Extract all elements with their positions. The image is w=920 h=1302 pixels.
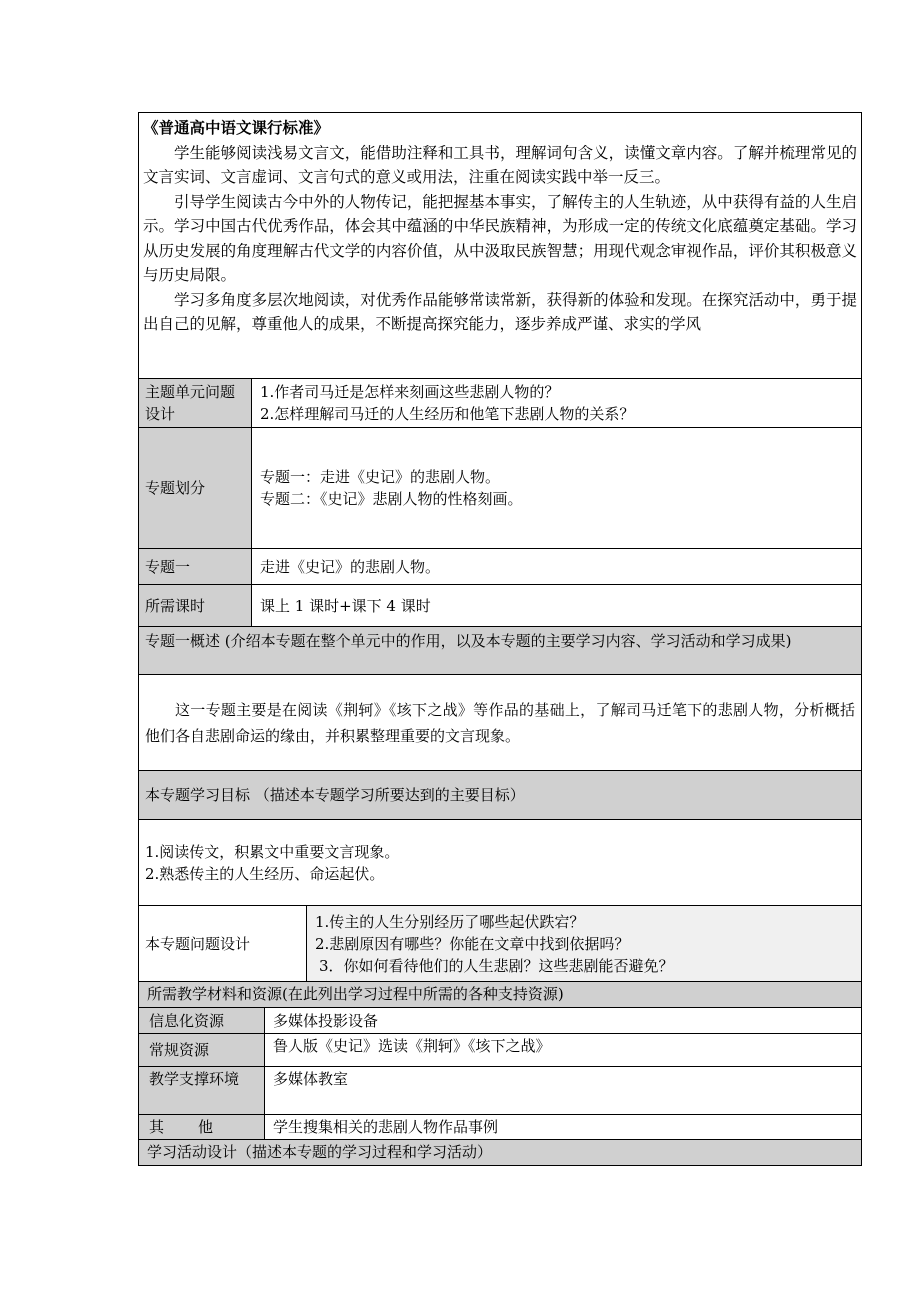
resource-row — [138, 1067, 862, 1115]
problem-item: 3．你如何看待他们的人生悲剧？这些悲剧能否避免？ — [319, 956, 674, 975]
unit-questions-value — [252, 379, 861, 427]
lesson-plan-table — [138, 112, 862, 1166]
resource-label-text: 其 他 — [149, 1118, 213, 1136]
curriculum-standard-cell — [139, 113, 861, 378]
problems-row — [138, 906, 862, 982]
problem-item: 2.悲剧原因有哪些？你能在文章中找到依据吗？ — [315, 934, 630, 953]
overview-header: 专题一概述 (介绍本专题在整个单元中的作用，以及本专题的主要学习内容、学习活动和学习成果) — [145, 632, 792, 650]
activity-header: 学习活动设计（描述本专题的学习过程和学习活动） — [147, 1143, 493, 1161]
resources-header: 所需教学材料和资源(在此列出学习过程中所需的各种支持资源) — [147, 985, 564, 1003]
topic1-label: 专题一 — [139, 549, 252, 584]
topic1-row — [138, 549, 862, 585]
unit-question-item: 1.作者司马迁是怎样来刻画这些悲剧人物的？ — [260, 383, 560, 401]
overview-body: 这一专题主要是在阅读《荆轲》《垓下之战》等作品的基础上，了解司马迁笔下的悲剧人物，分析概括他们各自悲剧命运的缘由，并积累整理重要的文言现象。 — [145, 700, 855, 745]
resource-value: 多媒体教室 — [273, 1070, 349, 1088]
resource-label — [139, 1067, 265, 1114]
overview-body-row — [138, 675, 862, 771]
goal-item: 2.熟悉传主的人生经历、命运起伏。 — [145, 864, 385, 883]
hours-value: 课上 1 课时+课下 4 课时 — [260, 596, 431, 615]
problem-item: 1.传主的人生分别经历了哪些起伏跌宕？ — [315, 912, 585, 931]
topics-label: 专题划分 — [139, 428, 252, 548]
goals-body-row — [138, 820, 862, 906]
problems-value — [307, 906, 861, 981]
activity-header-row — [138, 1140, 862, 1166]
topics-row — [138, 428, 862, 549]
resource-value: 多媒体投影设备 — [273, 1011, 379, 1030]
topics-value — [252, 428, 861, 548]
topic-item: 专题二：《史记》悲剧人物的性格刻画。 — [260, 490, 523, 508]
resource-row — [138, 1008, 862, 1034]
unit-questions-row — [138, 379, 862, 428]
curriculum-standard-row — [138, 112, 862, 379]
standard-paragraph: 学生能够阅读浅易文言文，能借助注释和工具书，理解词句含义，读懂文章内容。了解并梳理常见的文言实词、文言虚词、文言句式的意义或用法，注重在阅读实践中举一反三。 — [143, 143, 857, 186]
resource-row — [138, 1034, 862, 1067]
overview-header-row — [138, 627, 862, 675]
hours-label: 所需课时 — [139, 585, 252, 626]
resource-value: 鲁人版《史记》选读《荆轲》《垓下之战》 — [273, 1037, 551, 1055]
topic-item: 专题一：走进《史记》的悲剧人物。 — [260, 468, 501, 486]
resource-value: 学生搜集相关的悲剧人物作品事例 — [273, 1118, 499, 1136]
standard-paragraph: 学习多角度多层次地阅读，对优秀作品能够常读常新，获得新的体验和发现。在探究活动中，勇于提出自己的见解，尊重他人的成果，不断提高探究能力，逐步养成严谨、求实的学风 — [143, 290, 857, 333]
resource-label: 常规资源 — [139, 1034, 265, 1066]
goals-header-row — [138, 771, 862, 820]
unit-questions-label: 主题单元问题设计 — [139, 379, 252, 427]
resources-header-row — [138, 982, 862, 1008]
topic1-value: 走进《史记》的悲剧人物。 — [260, 557, 441, 576]
resource-label: 信息化资源 — [139, 1008, 265, 1033]
hours-row — [138, 585, 862, 627]
resource-label-text: 教学支撑环境 — [149, 1070, 240, 1088]
unit-question-item: 2.怎样理解司马迁的人生经历和他笔下悲剧人物的关系？ — [260, 405, 635, 423]
goals-body — [139, 820, 861, 905]
goal-item: 1.阅读传文，积累文中重要文言现象。 — [145, 842, 400, 861]
resource-label — [139, 1115, 265, 1139]
overview-body-cell — [139, 675, 861, 770]
problems-label: 本专题问题设计 — [139, 906, 307, 981]
resource-row — [138, 1115, 862, 1140]
standard-title: 《普通高中语文课行标准》 — [143, 118, 330, 137]
standard-paragraph: 引导学生阅读古今中外的人物传记，能把握基本事实，了解传主的人生轨迹，从中获得有益的人生启示。学习中国古代优秀作品，体会其中蕴涵的中华民族精神，为形成一定的传统文化底蕴奠定基础。学习从历史发展的角度理解古代文学的内容价值，从中汲取民族智慧；用现代观念审视作品，评价其积极意义与历史局限。 — [143, 192, 857, 284]
goals-header: 本专题学习目标 （描述本专题学习所要达到的主要目标） — [145, 786, 525, 804]
